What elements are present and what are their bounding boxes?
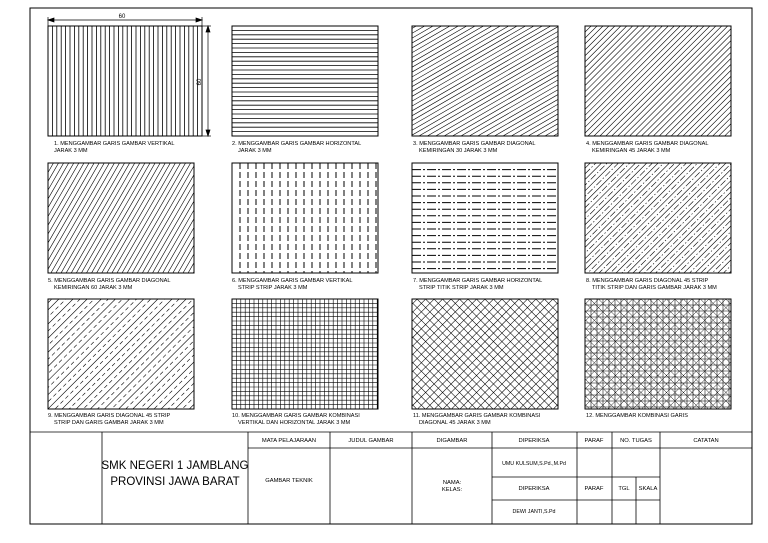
hatch-line (0, 32, 165, 349)
hatch-line (417, 0, 676, 99)
hatch-line (0, 233, 259, 492)
hatch-line (438, 142, 697, 401)
hatch-line (324, 257, 583, 516)
hatch-line (545, 0, 768, 227)
hatch-line (404, 176, 663, 435)
hatch-line (0, 95, 121, 354)
hatch-line (464, 117, 723, 376)
hatch-line (450, 0, 709, 131)
hatch-line (366, 214, 625, 473)
hatch-line (620, 316, 768, 543)
hatch-line (489, 185, 748, 444)
panel-10 (232, 299, 378, 426)
hatch-line (631, 191, 768, 450)
hatch-line (235, 0, 552, 14)
panel-8-caption: 8. MENGGAMBAR GARIS DIAGONAL 45 STRIP TITIK STRIP DAN GARIS GAMBAR JARAK 3 MM (586, 278, 717, 291)
hatch-line (634, 57, 768, 316)
paraf-label-1: PARAF (584, 438, 604, 444)
hatch-line (628, 51, 768, 310)
hatch-line (0, 226, 252, 485)
hatch-line (328, 252, 587, 511)
hatch-line (460, 329, 719, 543)
hatch-line (480, 176, 739, 435)
hatch-line (69, 83, 252, 400)
mata-pelajaran-label: MATA PELAJARAAN (261, 438, 317, 444)
panel-4-caption: 4. MENGGAMBAR GARIS GAMBAR DIAGONAL KEMIRINGAN 45 JARAK 3 MM (586, 141, 709, 154)
hatch-line (633, 329, 768, 543)
hatch-line (106, 339, 365, 543)
hatch-line (447, 0, 706, 129)
hatch-line (414, 0, 673, 96)
hatch-line (442, 2, 701, 261)
hatch-line (358, 223, 617, 482)
hatch-line (157, 133, 340, 450)
hatch-line (655, 78, 768, 337)
hatch-line (0, 230, 255, 489)
hatch-line (422, 0, 681, 241)
hatch-line (616, 312, 768, 543)
hatch-line (488, 265, 747, 524)
hatch-line (609, 169, 768, 428)
hatch-line (451, 129, 710, 388)
hatch-line (643, 203, 768, 462)
hatch-line (311, 0, 628, 145)
hatch-line (586, 282, 768, 541)
hatch-line (345, 235, 604, 494)
hatch-line (336, 6, 653, 189)
hatch-line (628, 125, 768, 384)
hatch-line (347, 24, 664, 207)
school-name-line-1: SMK NEGERI 1 JAMBLANG (101, 460, 249, 472)
catatan-label: CATATAN (693, 438, 719, 444)
hatch-line (425, 0, 684, 243)
hatch-line (307, 0, 624, 138)
hatch-line (111, 107, 294, 424)
hatch-line (395, 108, 712, 291)
skala-label: SKALA (638, 486, 658, 492)
hatch-line (0, 138, 163, 397)
hatch-line (441, 0, 700, 123)
hatch-line (572, 132, 768, 391)
hatch-line (587, 10, 768, 269)
hatch-line (506, 202, 765, 461)
dimension-marks (48, 17, 211, 136)
hatch-line (0, 1, 111, 318)
mata-pelajaran-value: GAMBAR TEKNIK (265, 478, 313, 484)
hatch-line (412, 137, 729, 320)
hatch-line (400, 180, 659, 439)
hatch-line (629, 189, 768, 448)
hatch-line (443, 138, 702, 397)
hatch-line (340, 13, 657, 196)
hatch-line (296, 0, 613, 120)
hatch-line (379, 202, 638, 461)
hatch-line (261, 316, 523, 543)
hatch-line (413, 168, 672, 427)
hatch-line (472, 168, 731, 427)
hatch-line (256, 125, 515, 384)
hatch-line (389, 97, 709, 280)
hatch-line (239, 0, 556, 21)
hatch-line (607, 303, 768, 543)
hatch-line (309, 0, 626, 141)
hatch-line (359, 46, 676, 229)
hatch-line (0, 127, 153, 386)
hatch-line (286, 0, 603, 101)
hatch-line (0, 163, 188, 422)
hatch-line (341, 210, 600, 469)
hatch-line (24, 56, 207, 373)
hatch-line (454, 299, 713, 543)
hatch-line (503, 0, 762, 185)
hatch-line (0, 25, 153, 342)
hatch-line (0, 141, 167, 400)
hatch-line (252, 329, 511, 543)
hatch-line (622, 45, 768, 304)
hatch-line (462, 0, 721, 143)
hatch-line (471, 282, 730, 541)
hatch-line (0, 99, 125, 358)
hatch-line (172, 142, 355, 459)
panel-5-caption: 5. MENGGAMBAR GARIS GAMBAR DIAGONAL KEMIRINGAN 60 JARAK 3 MM (48, 278, 171, 291)
hatch-line (242, 0, 559, 25)
hatch-line (527, 0, 768, 209)
hatch-line (0, 134, 160, 393)
hatch-line (572, 0, 768, 253)
hatch-line (409, 172, 668, 431)
hatch-line (0, 184, 209, 443)
hatch-line (527, 87, 768, 346)
hatch-line (532, 92, 768, 351)
hatch-line (501, 252, 760, 511)
hatch-line (54, 74, 237, 391)
hatch-line (626, 186, 768, 445)
hatch-line (619, 42, 768, 301)
hatch-line (535, 95, 768, 354)
hatch-line (362, 231, 621, 490)
judul-gambar-label: JUDUL GAMBAR (348, 438, 394, 444)
hatch-line (50, 72, 233, 389)
hatch-line (637, 117, 768, 376)
hatch-line (0, 209, 234, 468)
hatch-line (569, 129, 768, 388)
hatch-line (226, 95, 485, 354)
panel-12-caption: 12. MENGGAMBAR KOMBINASI GARIS (586, 413, 688, 419)
kelas-label: KELAS: (441, 487, 463, 493)
diperiksa-name-2: DEWI JANTI,S.Pd (512, 509, 556, 515)
hatch-line (446, 142, 705, 401)
hatch-line (355, 39, 672, 222)
hatch-line (353, 35, 670, 218)
hatch-line (39, 272, 298, 531)
hatch-line (393, 104, 710, 287)
hatch-line (0, 216, 241, 475)
hatch-line (384, 90, 701, 273)
panel-7 (412, 163, 558, 291)
hatch-line (349, 231, 608, 490)
hatch-line (277, 146, 536, 405)
hatch-line (342, 17, 659, 200)
hatch-line (474, 0, 733, 155)
school-name-line-2: PROVINSI JAWA BARAT (110, 476, 240, 488)
hatch-line (434, 146, 693, 405)
hatch-line (22, 255, 281, 514)
hatch-line (273, 0, 590, 80)
hatch-line (345, 214, 604, 473)
hatch-line (0, 0, 104, 314)
hatch-line (539, 214, 768, 473)
hatch-line (396, 185, 655, 444)
hatch-line (631, 54, 768, 313)
sheet-border (30, 8, 752, 524)
hatch-line (260, 129, 519, 388)
panel-3-caption: 3. MENGGAMBAR GARIS GAMBAR DIAGONAL KEMIRINGAN 30 JARAK 3 MM (413, 141, 536, 154)
panel-1 (48, 26, 202, 154)
hatch-line (433, 0, 692, 252)
hatch-line (548, 0, 768, 229)
diperiksa-name-1: UMU KULSUM,S.Pd.,M.Pd (502, 461, 566, 467)
hatch-line (252, 121, 511, 380)
hatch-line (566, 0, 768, 247)
hatch-line (557, 0, 768, 238)
panel-2-caption: 2. MENGGAMBAR GARIS GAMBAR HORIZONTAL JARAK 3 MM (232, 141, 362, 154)
hatch-line (0, 223, 248, 482)
hatch-line (453, 0, 712, 134)
panel-2 (232, 26, 378, 154)
hatch-line (612, 308, 768, 543)
hatch-line (82, 315, 341, 543)
hatch-line (480, 0, 739, 161)
hatch-line (460, 121, 719, 380)
hatch-line (414, 0, 673, 232)
no-tugas-label: NO. TUGAS (620, 438, 652, 444)
hatch-line (12, 50, 195, 367)
hatch-line (414, 140, 731, 323)
paraf-label-2: PARAF (584, 486, 604, 492)
diperiksa-label-1: DIPERIKSA (518, 438, 550, 444)
hatch-line (351, 31, 668, 214)
hatch-line (334, 2, 651, 185)
hatch-line (362, 219, 621, 478)
hatch-line (538, 98, 768, 357)
hatch-line (564, 124, 768, 383)
hatch-line (426, 0, 685, 108)
hatch-line (405, 274, 664, 533)
panel-8 (399, 0, 768, 475)
hatch-line (448, 8, 707, 267)
hatch-line (624, 129, 768, 388)
hatch-line (536, 0, 768, 218)
panel-10-caption: 10. MENGGAMBAR GARIS GAMBAR KOMBINASI VERTIKAL DAN HORIZONTAL JARAK 3 MM (232, 413, 360, 426)
panel-6-caption: 6. MENGGAMBAR GARIS GAMBAR VERTIKAL STRIP STRIP JARAK 3 MM (232, 278, 353, 291)
hatch-line (338, 10, 655, 193)
hatch-line (423, 0, 682, 105)
hatch-line (408, 0, 667, 90)
hatch-line (531, 227, 768, 486)
hatch-line (99, 332, 358, 543)
hatch-line (633, 121, 768, 380)
hatch-line (4, 237, 263, 496)
hatch-line (447, 134, 709, 393)
hatch-line (388, 257, 647, 516)
hatch-line (0, 0, 100, 311)
hatch-line (438, 134, 697, 393)
hatch-line (530, 0, 768, 212)
hatch-line (35, 63, 218, 380)
hatch-line (607, 146, 768, 405)
hatch-line (315, 0, 632, 152)
hatch-line (421, 117, 680, 376)
hatch-line (575, 135, 768, 394)
hatch-line (563, 0, 768, 244)
dimension-height-label: 60 (197, 78, 203, 86)
hatch-line (604, 27, 768, 286)
hatch-line (541, 101, 768, 360)
hatch-line (358, 227, 617, 486)
panel-11-caption: 11. MENGGAMBAR GARIS GAMBAR KOMBINASI DIAGONAL 45 JARAK 3 MM (413, 413, 541, 426)
hatch-line (648, 208, 768, 467)
hatch-line (561, 121, 768, 380)
hatch-line (493, 261, 752, 520)
hatch-line (513, 73, 768, 332)
dimension-width-label: 60 (118, 14, 126, 20)
hatch-line (603, 299, 768, 543)
hatch-line (294, 0, 611, 116)
hatch-line (382, 86, 699, 269)
hatch-line (431, 0, 690, 249)
hatch-line (300, 0, 617, 127)
hatch-line (244, 0, 561, 29)
diperiksa-label-2: DIPERIKSA (518, 486, 550, 492)
panel-6 (232, 163, 378, 291)
hatch-line (0, 0, 54, 285)
hatch-line (353, 227, 612, 486)
hatch-line (0, 120, 146, 379)
hatch-line (565, 261, 768, 520)
hatch-line (539, 0, 768, 221)
digambar-label: DIGAMBAR (436, 438, 468, 444)
hatch-line (614, 174, 768, 433)
hatch-line (119, 111, 302, 428)
hatch-line (8, 47, 191, 364)
hatch-line (380, 82, 697, 265)
panel-1-caption: 1. MENGGAMBAR GARIS GAMBAR VERTIKAL JARAK 3 MM (54, 141, 175, 154)
hatch-line (252, 0, 569, 43)
hatch-line (265, 134, 524, 393)
hatch-line (497, 257, 756, 516)
hatch-line (0, 180, 206, 439)
panel-9-caption: 9. MENGGAMBAR GARIS DIAGONAL 45 STRIP STRIP DAN GARIS GAMBAR JARAK 3 MM (48, 413, 171, 426)
hatch-line (396, 265, 655, 524)
hatch-line (0, 39, 176, 356)
hatch-line (629, 325, 768, 543)
hatch-line (292, 0, 609, 112)
hatch-line (0, 0, 58, 287)
hatch-line (515, 75, 768, 334)
hatch-line (237, 0, 554, 18)
tgl-label: TGL (618, 486, 630, 492)
hatch-line (512, 0, 768, 194)
hatch-line (275, 0, 592, 83)
hatch-line (92, 325, 351, 543)
hatch-line (28, 58, 211, 375)
panel-7-caption: 7. MENGGAMBAR GARIS GAMBAR HORIZONTAL STRIP TITIK STRIP JARAK 3 MM (413, 278, 543, 291)
hatch-line (444, 0, 703, 126)
nama-label: NAMA: (442, 480, 462, 486)
hatch-line (250, 0, 567, 40)
